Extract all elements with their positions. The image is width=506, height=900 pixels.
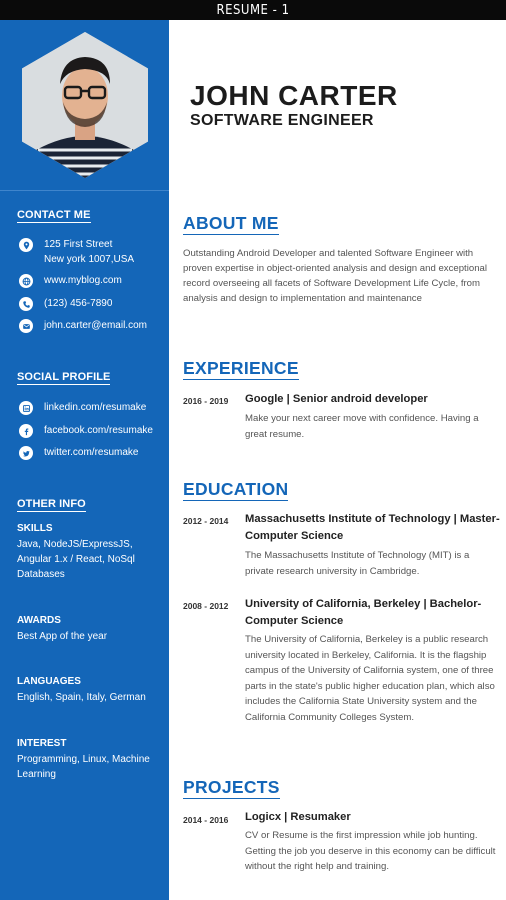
linkedin-icon bbox=[19, 401, 33, 415]
interest-label: INTEREST bbox=[17, 738, 67, 749]
project-date: 2014 - 2016 bbox=[183, 815, 229, 825]
contact-email[interactable] bbox=[19, 318, 147, 333]
social-linkedin[interactable] bbox=[19, 400, 146, 415]
education-date: 2012 - 2014 bbox=[183, 516, 229, 526]
other-info-section-title: OTHER INFO bbox=[17, 498, 86, 510]
social-facebook[interactable] bbox=[19, 423, 153, 438]
education-desc: The University of California, Berkeley is a public research university located in Berkeley, California. It is the flagship campus of the University of California system, one of three parts in the state's public higher education plan, which also includes the California State University system and the California Community Colleges System. bbox=[245, 634, 495, 723]
globe-icon bbox=[19, 274, 33, 288]
profile-photo bbox=[22, 32, 148, 178]
person-name: JOHN CARTER bbox=[190, 80, 398, 111]
top-bar-title: RESUME - 1 bbox=[216, 2, 290, 18]
person-role: SOFTWARE ENGINEER bbox=[190, 112, 374, 129]
education-title: Massachusetts Institute of Technology | Master-Computer Science bbox=[245, 513, 500, 542]
phone-text[interactable]: (123) 456-7890 bbox=[44, 298, 113, 309]
phone-icon bbox=[19, 297, 33, 311]
education-desc: The Massachusetts Institute of Technology (MIT) is a private research university in Cambridge. bbox=[245, 550, 470, 577]
contact-section-title: CONTACT ME bbox=[17, 209, 91, 221]
projects-heading: PROJECTS bbox=[183, 777, 280, 797]
facebook-link[interactable]: facebook.com/resumake bbox=[44, 425, 153, 436]
education-title: University of California, Berkeley | Bachelor-Computer Science bbox=[245, 598, 482, 627]
twitter-link[interactable]: twitter.com/resumake bbox=[44, 447, 139, 458]
education-heading: EDUCATION bbox=[183, 479, 289, 499]
skills-label: SKILLS bbox=[17, 523, 53, 534]
sidebar bbox=[0, 20, 169, 900]
experience-date: 2016 - 2019 bbox=[183, 396, 229, 406]
email-icon bbox=[19, 319, 33, 333]
experience-desc: Make your next career move with confidence. Having a great resume. bbox=[245, 413, 479, 440]
social-twitter[interactable] bbox=[19, 445, 138, 460]
about-heading: ABOUT ME bbox=[183, 213, 279, 233]
awards-label: AWARDS bbox=[17, 615, 61, 626]
project-title: Logicx | Resumaker bbox=[245, 811, 351, 823]
contact-phone[interactable] bbox=[19, 296, 112, 311]
website-link[interactable]: www.myblog.com bbox=[44, 275, 122, 286]
email-text[interactable]: john.carter@email.com bbox=[44, 320, 147, 331]
profile-area bbox=[0, 20, 169, 190]
facebook-icon bbox=[19, 424, 33, 438]
main-content bbox=[169, 20, 506, 900]
project-desc: CV or Resume is the first impression while job hunting. Getting the job you deserve in this economy can be difficult without the right help and training. bbox=[245, 830, 496, 872]
linkedin-link[interactable]: linkedin.com/resumake bbox=[44, 402, 147, 413]
address-text: 125 First Street New york 1007,USA bbox=[44, 239, 135, 265]
education-date: 2008 - 2012 bbox=[183, 601, 229, 611]
top-bar bbox=[0, 0, 506, 20]
twitter-icon bbox=[19, 446, 33, 460]
interest-text: Programming, Linux, Machine Learning bbox=[17, 754, 150, 780]
avatar bbox=[22, 32, 148, 178]
sidebar-divider bbox=[0, 190, 169, 191]
skills-text: Java, NodeJS/ExpressJS, Angular 1.x / React, NoSql Databases bbox=[17, 539, 135, 580]
languages-text: English, Spain, Italy, German bbox=[17, 692, 146, 703]
contact-address bbox=[19, 237, 134, 267]
experience-title: Google | Senior android developer bbox=[245, 393, 428, 405]
contact-website[interactable] bbox=[19, 273, 122, 288]
experience-heading: EXPERIENCE bbox=[183, 358, 299, 378]
social-section-title: SOCIAL PROFILE bbox=[17, 371, 111, 383]
location-icon bbox=[19, 238, 33, 252]
awards-text: Best App of the year bbox=[17, 631, 108, 642]
about-text: Outstanding Android Developer and talented Software Engineer with proven expertise in object-oriented analysis and design and exceptional record overseeing all facets of Software Development Life Cycle, from analysis and design to implementation and maintenance bbox=[183, 248, 487, 304]
languages-label: LANGUAGES bbox=[17, 676, 81, 687]
